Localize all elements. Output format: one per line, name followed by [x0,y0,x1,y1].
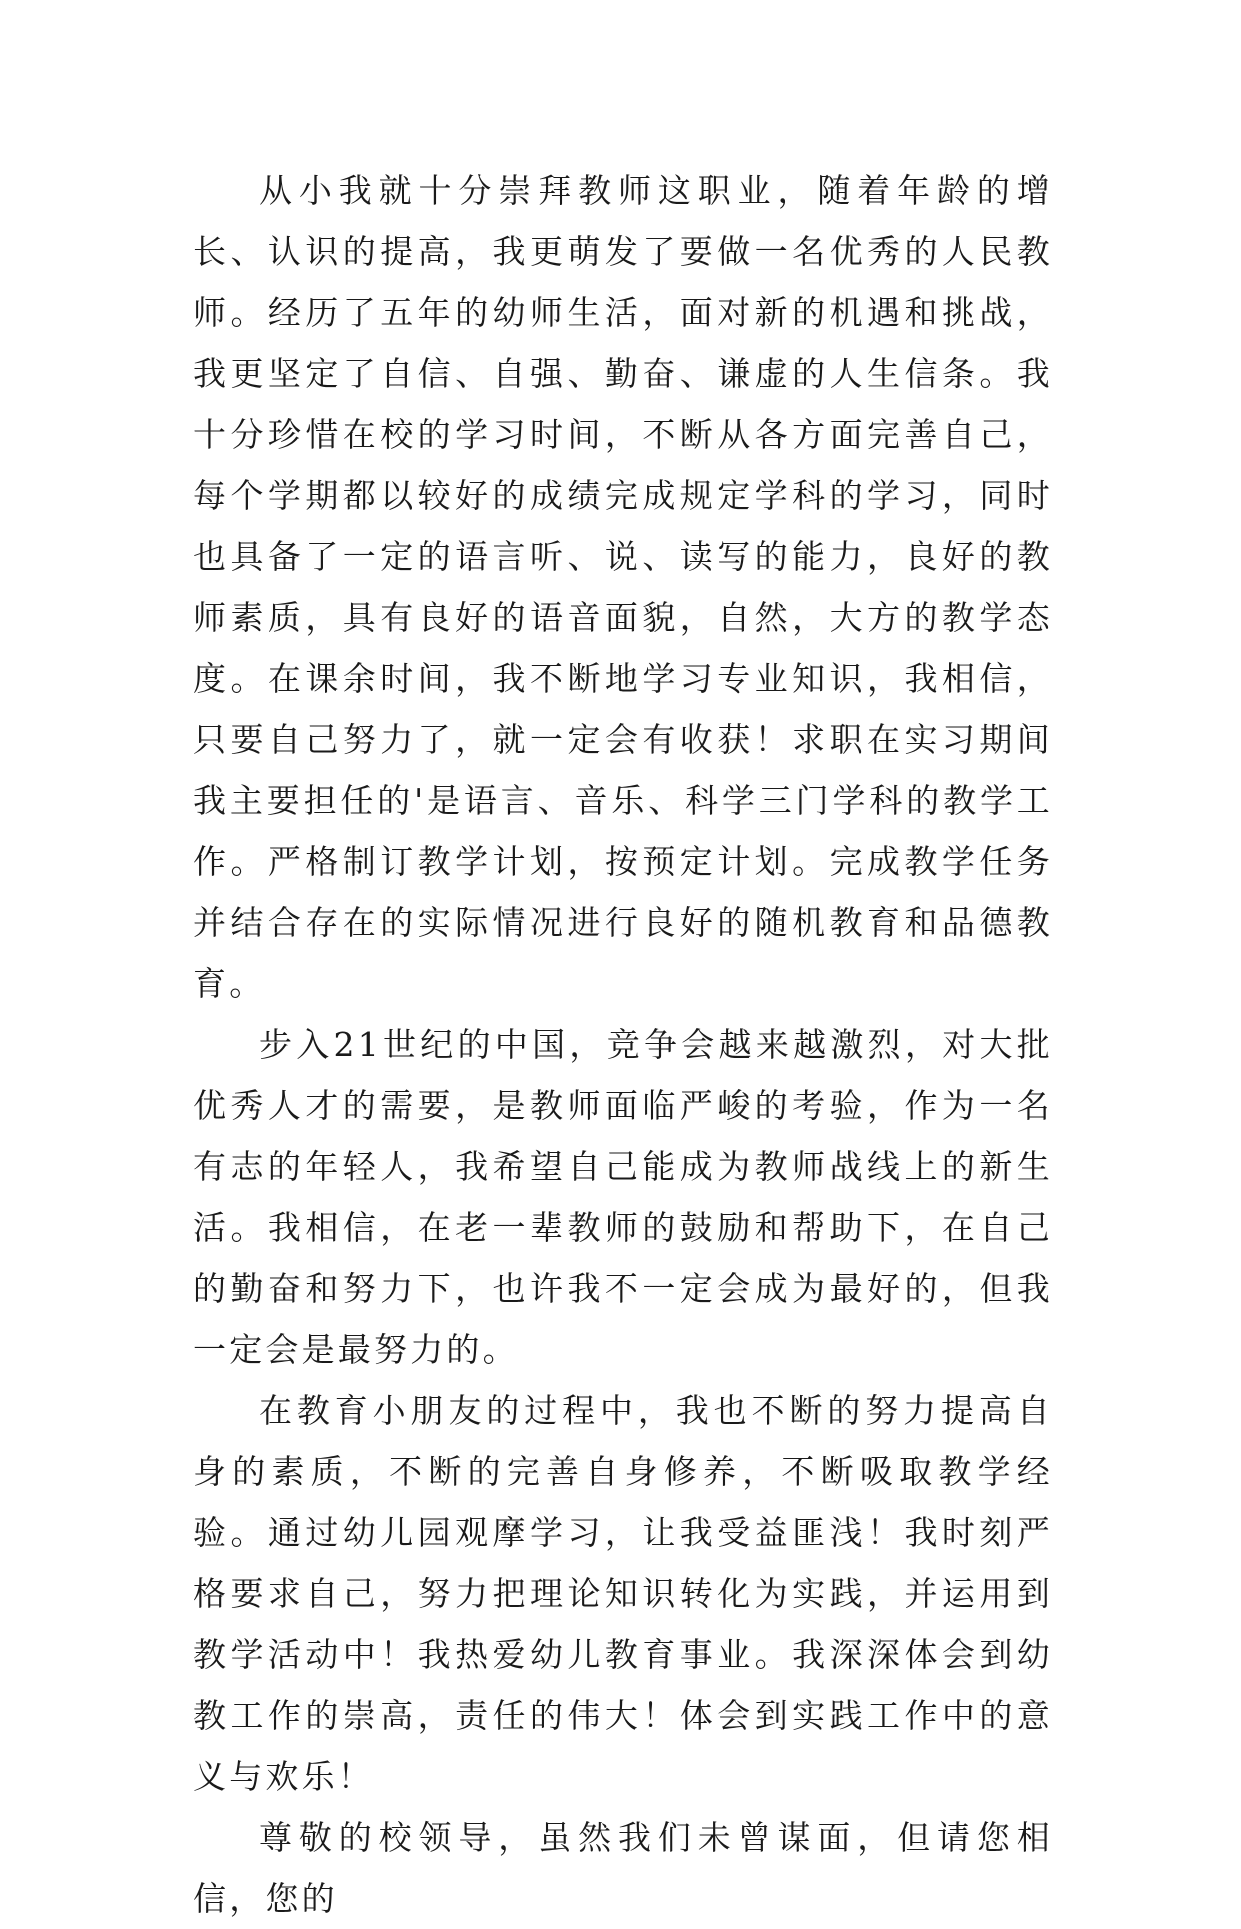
paragraph-4: 尊敬的校领导，虽然我们未曾谋面，但请您相信，您的 [193,1818,1053,1918]
body-text [193,160,1053,1929]
paragraph-3: 在教育小朋友的过程中，我也不断的努力提高自身的素质，不断的完善自身修养，不断吸取教学经验。通过幼儿园观摩学习，让我受益匪浅！我时刻严格要求自己，努力把理论知识转化为实践，并运用到教学活动中！我热爱幼儿教育事业。我深深体会到幼教工作的崇高，责任的伟大！体会到实践工作中的意义与欢乐！ [193,1391,1053,1796]
paragraph-2: 步入21世纪的中国，竞争会越来越激烈，对大批优秀人才的需要，是教师面临严峻的考验，作为一名有志的年轻人，我希望自己能成为教师战线上的新生活。我相信，在老一辈教师的鼓励和帮助下，在自己的勤奋和努力下，也许我不一定会成为最好的，但我一定会是最努力的。 [193,1025,1053,1369]
paragraph-1: 从小我就十分崇拜教师这职业，随着年龄的增长、认识的提高，我更萌发了要做一名优秀的人民教师。经历了五年的幼师生活，面对新的机遇和挑战，我更坚定了自信、自强、勤奋、谦虚的人生信条。我十分珍惜在校的学习时间，不断从各方面完善自己，每个学期都以较好的成绩完成规定学科的学习，同时也具备了一定的语言听、说、读写的能力，良好的教师素质，具有良好的语音面貌，自然，大方的教学态度。在课余时间，我不断地学习专业知识，我相信，只要自己努力了，就一定会有收获！求职在实习期间我主要担任的'是语言、音乐、科学三门学科的教学工作。严格制订教学计划，按预定计划。完成教学任务并结合存在的实际情况进行良好的随机教育和品德教育。 [193,171,1053,1003]
